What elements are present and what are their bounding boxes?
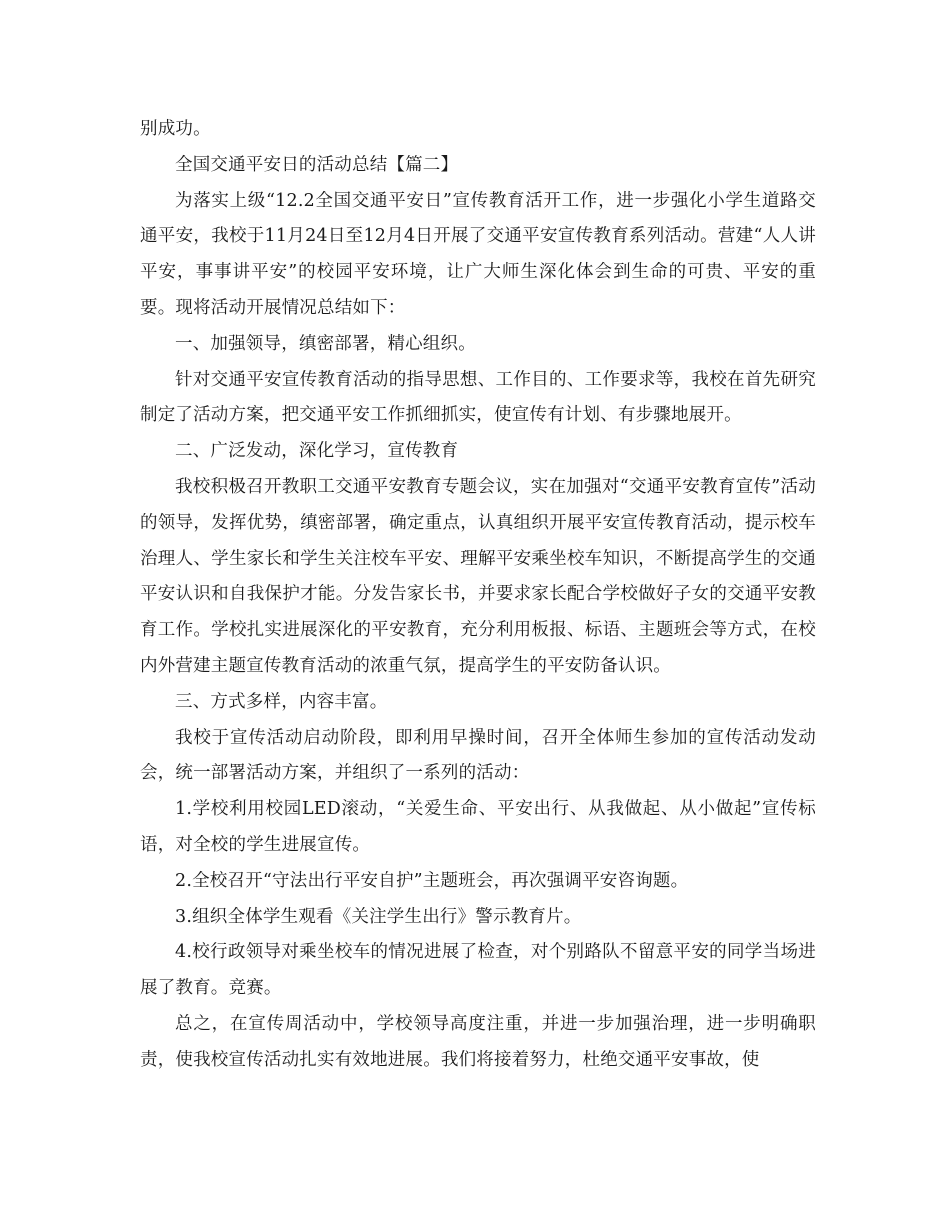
paragraph: 为落实上级“12.2全国交通平安日”宣传教育活开工作，进一步强化小学生道路交通平安，我校于11月24日至12月4日开展了交通平安宣传教育系列活动。营建“人人讲平安，事事讲平安”的校园平安环境，让广大师生深化体会到生命的可贵、平安的重要。现将活动开展情况总结如下： — [140, 190, 816, 318]
list-item: 3.组织全体学生观看《关注学生出行》警示教育片。 — [175, 906, 582, 927]
list-item: 1.学校利用校园LED滚动，“关爱生命、平安出行、从我做起、从小做起”宣传标语，对全校的学生进展宣传。 — [140, 799, 816, 855]
document-body — [140, 112, 816, 1079]
section-heading: 一、加强领导，缜密部署，精心组织。 — [175, 333, 476, 354]
paragraph: 我校于宣传活动启动阶段，即利用早操时间，召开全体师生参加的宣传活动发动会，统一部署活动方案，并组织了一系列的活动： — [140, 727, 816, 784]
list-item: 4.校行政领导对乘坐校车的情况进展了检查，对个别路队不留意平安的同学当场进展了教育。竞赛。 — [140, 942, 816, 999]
section-heading: 三、方式多样，内容丰富。 — [175, 691, 388, 712]
paragraph: 总之，在宣传周活动中，学校领导高度注重，并进一步加强治理，进一步明确职责，使我校宣传活动扎实有效地进展。我们将接着努力，杜绝交通平安事故，使 — [140, 1013, 816, 1070]
paragraph: 针对交通平安宣传教育活动的指导思想、工作目的、工作要求等，我校在首先研究制定了活动方案，把交通平安工作抓细抓实，使宣传有计划、有步骤地展开。 — [140, 369, 816, 426]
list-item: 2.全校召开“守法出行平安自护”主题班会，再次强调平安咨询题。 — [175, 870, 689, 891]
section-heading: 二、广泛发动，深化学习，宣传教育 — [175, 441, 459, 462]
paragraph-continuation: 别成功。 — [140, 119, 211, 139]
section-heading: 全国交通平安日的活动总结【篇二】 — [175, 154, 459, 175]
paragraph: 我校积极召开教职工交通平安教育专题会议，实在加强对“交通平安教育宣传”活动的领导，发挥优势，缜密部署，确定重点，认真组织开展平安宣传教育活动，提示校车治理人、学生家长和学生关注校车平安、理解平安乘坐校车知识，不断提高学生的交通平安认识和自我保护才能。分发告家长书，并要求家长配合学校做好子女的交通平安教育工作。学校扎实进展深化的平安教育，充分利用板报、标语、主题班会等方式，在校内外营建主题宣传教育活动的浓重气氛，提高学生的平安防备认识。 — [140, 476, 816, 676]
